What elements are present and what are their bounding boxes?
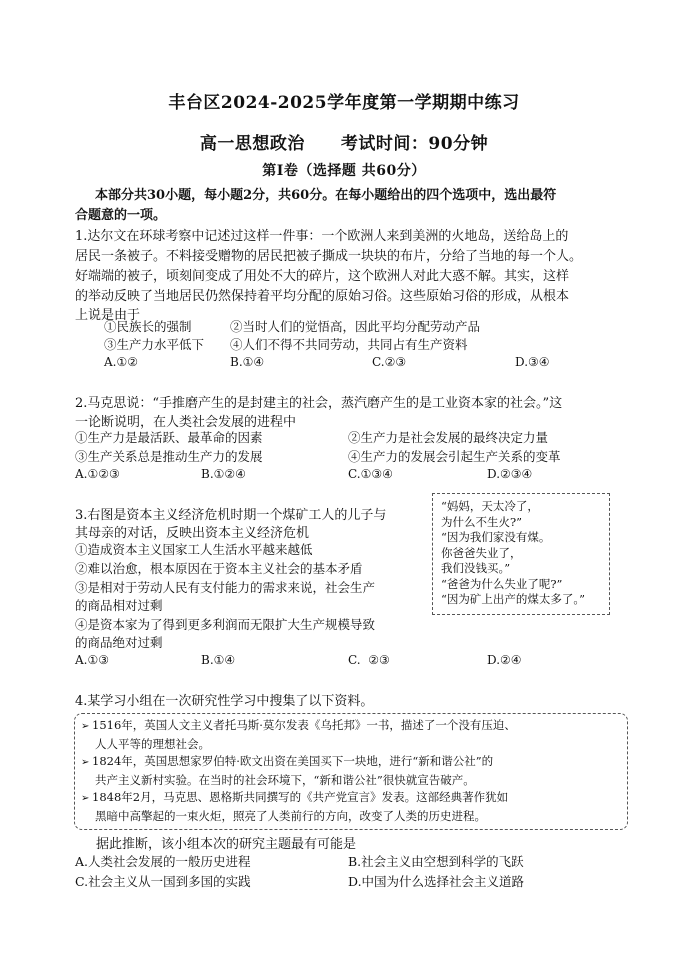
q4-question: 据此推断，该小组本次的研究主题最有可能是 — [96, 837, 357, 852]
q3-answer-c[interactable]: C. ②③ — [348, 653, 390, 667]
q2-option: ②生产力是社会发展的最终决定力量 — [348, 430, 549, 445]
q1-stem-line: 上说是由于 — [75, 308, 141, 323]
q2-stem-line: 一论断说明，在人类社会发展的进程中 — [75, 415, 297, 430]
dialog-line: “因为矿上出产的煤太多了。” — [441, 592, 586, 606]
q1-stem-line: 居民一条被子。不料接受赠物的居民把被子撕成一块块的布片，分给了当地的每一个人。 — [75, 249, 583, 264]
q3-option: ②难以治愈，根本原因在于资本主义社会的基本矛盾 — [75, 561, 363, 576]
dialog-line: “因为我们家没有煤。 — [441, 530, 551, 544]
q4-answer-a[interactable]: A.人类社会发展的一般历史进程 — [75, 854, 251, 869]
q3-stem-line: 其母亲的对话，反映出资本主义经济危机 — [75, 526, 310, 541]
material-text: 1848年2月，马克思、恩格斯共同撰写的《共产党宣言》发表。这部经典著作犹如 — [92, 790, 509, 804]
material-text: 共产主义新村实验。在当时的社会环境下，“新和谐公社”很快就宣告破产。 — [95, 772, 475, 787]
exam-time: 考试时间：90分钟 — [340, 134, 489, 154]
q1-answer-a[interactable]: A.①② — [104, 355, 138, 369]
instruction-line-2: 合题意的一项。 — [75, 208, 167, 223]
q4-answer-b[interactable]: B.社会主义由空想到科学的飞跃 — [348, 854, 524, 869]
q4-answer-d[interactable]: D.中国为什么选择社会主义道路 — [348, 874, 525, 889]
arrow-bullet-icon: ➢ — [81, 721, 90, 732]
q3-option: 的商品绝对过剩 — [75, 635, 163, 650]
q2-answer-b[interactable]: B.①②④ — [201, 467, 246, 481]
material-item — [81, 753, 621, 789]
q2-option: ③生产关系总是推动生产力的发展 — [75, 449, 263, 464]
q2-answer-d[interactable]: D.②③④ — [487, 467, 533, 481]
dialog-line: 为什么不生火?” — [441, 514, 523, 529]
material-text: 黑暗中高擎起的一束火炬，照亮了人类前行的方向，改变了人类的历史进程。 — [95, 808, 486, 823]
q3-dialog-box — [432, 493, 610, 615]
q3-answer-b[interactable]: B.①④ — [201, 653, 236, 667]
q2-answer-a[interactable]: A.①②③ — [75, 467, 120, 481]
q4-answer-c[interactable]: C.社会主义从一国到多国的实践 — [75, 874, 251, 889]
q2-answer-c[interactable]: C.①③④ — [348, 467, 393, 481]
dialog-line: “妈妈，天太冷了， — [441, 499, 539, 513]
q1-option: ③生产力水平低下 — [104, 337, 205, 352]
q1-option: ①民族长的强制 — [104, 319, 192, 334]
q3-answer-d[interactable]: D.②④ — [487, 653, 522, 667]
q1-stem-line: 好端端的被子，顷刻间变成了用处不大的碎片，这个欧洲人对此大惑不解。其实，这样 — [75, 269, 570, 284]
q1-option: ④人们不得不共同劳动，共同占有生产资料 — [230, 337, 468, 352]
q1-answer-d[interactable]: D.③④ — [515, 355, 550, 369]
q2-option: ④生产力的发展会引起生产关系的变革 — [348, 449, 561, 464]
q3-stem-line: 3.右图是资本主义经济危机时期一个煤矿工人的儿子与 — [75, 508, 387, 523]
q1-option: ②当时人们的觉悟高，因此平均分配劳动产品 — [230, 319, 481, 334]
q3-option: ④是资本家为了得到更多利润而无限扩大生产规模导致 — [75, 617, 376, 632]
q3-option: ①造成资本主义国家工人生活水平越来越低 — [75, 542, 313, 557]
page-title: 丰台区2024-2025学年度第一学期期中练习 — [168, 93, 520, 113]
q2-stem-line: 2.马克思说：“手推磨产生的是封建主的社会，蒸汽磨产生的是工业资本家的社会。”这 — [75, 396, 563, 411]
material-text: 1824年，英国思想家罗伯特·欧文出资在美国买下一块地，进行“新和谐公社”的 — [92, 754, 494, 768]
material-text: 1516年，英国人文主义者托马斯·莫尔发表《乌托邦》一书，描述了一个没有压迫、 — [92, 718, 516, 732]
q3-option: ③是相对于劳动人民有支付能力的需求来说，社会生产 — [75, 580, 376, 595]
q1-stem-line: 1.达尔文在环球考察中记述过这样一件事：一个欧洲人来到美洲的火地岛，送给岛上的 — [75, 229, 569, 244]
q4-material-box — [74, 713, 628, 830]
subject-name: 高一思想政治 — [199, 134, 305, 154]
dialog-line: 你爸爸失业了， — [441, 545, 522, 560]
arrow-bullet-icon: ➢ — [81, 757, 90, 768]
q1-stem-line: 的举动反映了当地居民仍然保持着平均分配的原始习俗。这些原始习俗的形成，从根本 — [75, 289, 570, 304]
q4-stem: 4.某学习小组在一次研究性学习中搜集了以下资料。 — [75, 694, 374, 709]
material-item — [81, 789, 621, 825]
dialog-line: 我们没钱买。” — [441, 561, 511, 575]
section-title: 第Ⅰ卷（选择题 共60分） — [262, 163, 426, 179]
q3-option: 的商品相对过剩 — [75, 598, 163, 613]
q1-answer-c[interactable]: C.②③ — [372, 355, 407, 369]
subject-line — [0, 129, 688, 154]
q1-answer-b[interactable]: B.①④ — [230, 355, 265, 369]
dialog-line: “爸爸为什么失业了呢?” — [441, 576, 563, 591]
instruction-line-1: 本部分共30小题，每小题2分，共60分。在每小题给出的四个选项中，选出最符 — [95, 188, 557, 203]
q2-option: ①生产力是最活跃、最革命的因素 — [75, 430, 263, 445]
material-item — [81, 717, 621, 753]
material-text: 人人平等的理想社会。 — [95, 736, 210, 751]
q3-answer-a[interactable]: A.①③ — [75, 653, 109, 667]
arrow-bullet-icon: ➢ — [81, 793, 90, 804]
